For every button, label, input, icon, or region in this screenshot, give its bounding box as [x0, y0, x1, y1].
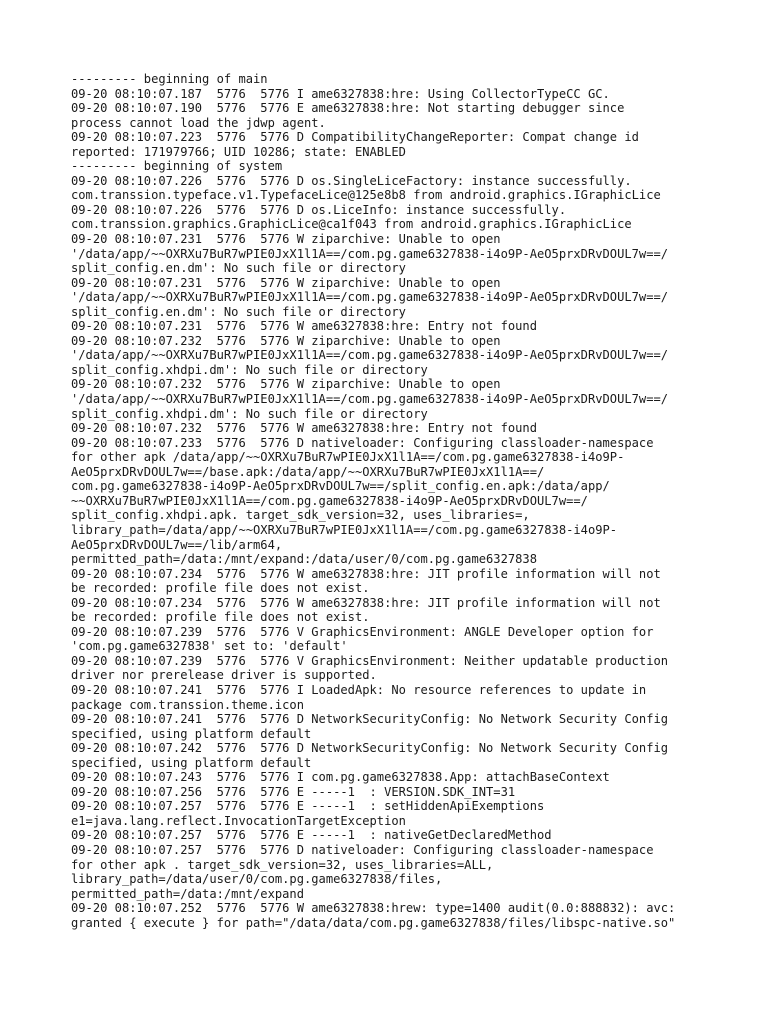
- log-line: 09-20 08:10:07.226 5776 5776 D os.SingleLiceFactory: instance successfully.: [71, 173, 632, 188]
- log-line: 09-20 08:10:07.226 5776 5776 D os.LiceInfo: instance successfully.: [71, 202, 567, 217]
- log-line: specified, using platform default: [71, 726, 312, 741]
- log-line: be recorded: profile file does not exist.: [71, 581, 370, 596]
- log-line: AeO5prxDRvDOUL7w==/lib/arm64,: [71, 537, 283, 552]
- log-line: for other apk /data/app/~~OXRXu7BuR7wPIE0JxX1l1A==/com.pg.game6327838-i4o9P-: [71, 450, 625, 465]
- log-line: 09-20 08:10:07.242 5776 5776 D NetworkSecurityConfig: No Network Security Config: [71, 741, 669, 756]
- log-line: com.pg.game6327838-i4o9P-AeO5prxDRvDOUL7w==/split_config.en.apk:/data/app/: [71, 479, 610, 494]
- log-line: 09-20 08:10:07.239 5776 5776 V GraphicsEnvironment: Neither updatable production: [71, 653, 669, 668]
- log-line: ~~OXRXu7BuR7wPIE0JxX1l1A==/com.pg.game6327838-i4o9P-AeO5prxDRvDOUL7w==/: [71, 493, 588, 508]
- log-line: process cannot load the jdwp agent.: [71, 115, 326, 130]
- log-line: '/data/app/~~OXRXu7BuR7wPIE0JxX1l1A==/com.pg.game6327838-i4o9P-AeO5prxDRvDOUL7w==/: [71, 290, 669, 305]
- log-line: '/data/app/~~OXRXu7BuR7wPIE0JxX1l1A==/com.pg.game6327838-i4o9P-AeO5prxDRvDOUL7w==/: [71, 348, 669, 363]
- log-line: granted { execute } for path="/data/data/com.pg.game6327838/files/libspc-native.so": [71, 915, 676, 930]
- log-line: split_config.en.dm': No such file or directory: [71, 261, 406, 276]
- log-line: reported: 171979766; UID 10286; state: ENABLED: [71, 144, 406, 159]
- log-line: split_config.en.dm': No such file or directory: [71, 304, 406, 319]
- log-line: 09-20 08:10:07.223 5776 5776 D CompatibilityChangeReporter: Compat change id: [71, 130, 639, 145]
- log-line: 09-20 08:10:07.232 5776 5776 W ame6327838:hre: Entry not found: [71, 421, 537, 436]
- log-line: 09-20 08:10:07.231 5776 5776 W ame6327838:hre: Entry not found: [71, 319, 537, 334]
- log-line: '/data/app/~~OXRXu7BuR7wPIE0JxX1l1A==/com.pg.game6327838-i4o9P-AeO5prxDRvDOUL7w==/: [71, 392, 669, 407]
- log-line: split_config.xhdpi.dm': No such file or directory: [71, 406, 428, 421]
- log-line: --------- beginning of main: [71, 72, 268, 86]
- log-line: library_path=/data/user/0/com.pg.game6327838/files,: [71, 872, 443, 887]
- log-line: permitted_path=/data:/mnt/expand:/data/user/0/com.pg.game6327838: [71, 552, 537, 567]
- log-line: permitted_path=/data:/mnt/expand: [71, 886, 304, 901]
- log-line: 09-20 08:10:07.257 5776 5776 E -----1 : nativeGetDeclaredMethod: [71, 828, 552, 843]
- log-line: 09-20 08:10:07.187 5776 5776 I ame6327838:hre: Using CollectorTypeCC GC.: [71, 86, 610, 101]
- log-line: for other apk . target_sdk_version=32, uses_libraries=ALL,: [71, 857, 494, 872]
- log-line: 09-20 08:10:07.232 5776 5776 W ziparchive: Unable to open: [71, 377, 501, 392]
- log-line: 09-20 08:10:07.241 5776 5776 D NetworkSecurityConfig: No Network Security Config: [71, 712, 669, 727]
- log-line: com.transsion.graphics.GraphicLice@ca1f043 from android.graphics.IGraphicLice: [71, 217, 632, 232]
- log-line: library_path=/data/app/~~OXRXu7BuR7wPIE0JxX1l1A==/com.pg.game6327838-i4o9P-: [71, 522, 618, 537]
- log-line: be recorded: profile file does not exist.: [71, 610, 370, 625]
- log-line: package com.transsion.theme.icon: [71, 697, 304, 712]
- log-line: e1=java.lang.reflect.InvocationTargetException: [71, 813, 406, 828]
- log-line: specified, using platform default: [71, 755, 312, 770]
- log-line: 09-20 08:10:07.234 5776 5776 W ame6327838:hre: JIT profile information will not: [71, 595, 661, 610]
- log-line: com.transsion.typeface.v1.TypefaceLice@125e8b8 from android.graphics.IGraphicLice: [71, 188, 661, 203]
- log-line: AeO5prxDRvDOUL7w==/base.apk:/data/app/~~OXRXu7BuR7wPIE0JxX1l1A==/: [71, 464, 545, 479]
- log-line: '/data/app/~~OXRXu7BuR7wPIE0JxX1l1A==/com.pg.game6327838-i4o9P-AeO5prxDRvDOUL7w==/: [71, 246, 669, 261]
- log-line: split_config.xhdpi.dm': No such file or directory: [71, 362, 428, 377]
- log-line: 09-20 08:10:07.233 5776 5776 D nativeloader: Configuring classloader-namespace: [71, 435, 654, 450]
- log-line: 09-20 08:10:07.257 5776 5776 E -----1 : setHiddenApiExemptions: [71, 799, 545, 814]
- log-line: 09-20 08:10:07.257 5776 5776 D nativeloader: Configuring classloader-namespace: [71, 842, 654, 857]
- log-line: driver nor prerelease driver is supported.: [71, 668, 377, 683]
- log-line: 'com.pg.game6327838' set to: 'default': [71, 639, 348, 654]
- log-line: 09-20 08:10:07.243 5776 5776 I com.pg.game6327838.App: attachBaseContext: [71, 770, 610, 785]
- log-line: 09-20 08:10:07.231 5776 5776 W ziparchive: Unable to open: [71, 275, 501, 290]
- log-document: [71, 72, 711, 930]
- log-line: 09-20 08:10:07.239 5776 5776 V GraphicsEnvironment: ANGLE Developer option for: [71, 624, 654, 639]
- log-line: 09-20 08:10:07.232 5776 5776 W ziparchive: Unable to open: [71, 333, 501, 348]
- log-line: 09-20 08:10:07.252 5776 5776 W ame6327838:hrew: type=1400 audit(0.0:888832): avc:: [71, 901, 676, 916]
- log-line: split_config.xhdpi.apk. target_sdk_version=32, uses_libraries=,: [71, 508, 530, 523]
- log-line: 09-20 08:10:07.190 5776 5776 E ame6327838:hre: Not starting debugger since: [71, 101, 625, 116]
- log-line: 09-20 08:10:07.234 5776 5776 W ame6327838:hre: JIT profile information will not: [71, 566, 661, 581]
- log-line: 09-20 08:10:07.241 5776 5776 I LoadedApk: No resource references to update in: [71, 682, 647, 697]
- log-line: 09-20 08:10:07.231 5776 5776 W ziparchive: Unable to open: [71, 232, 501, 247]
- log-line: 09-20 08:10:07.256 5776 5776 E -----1 : VERSION.SDK_INT=31: [71, 784, 516, 799]
- log-line: --------- beginning of system: [71, 159, 283, 174]
